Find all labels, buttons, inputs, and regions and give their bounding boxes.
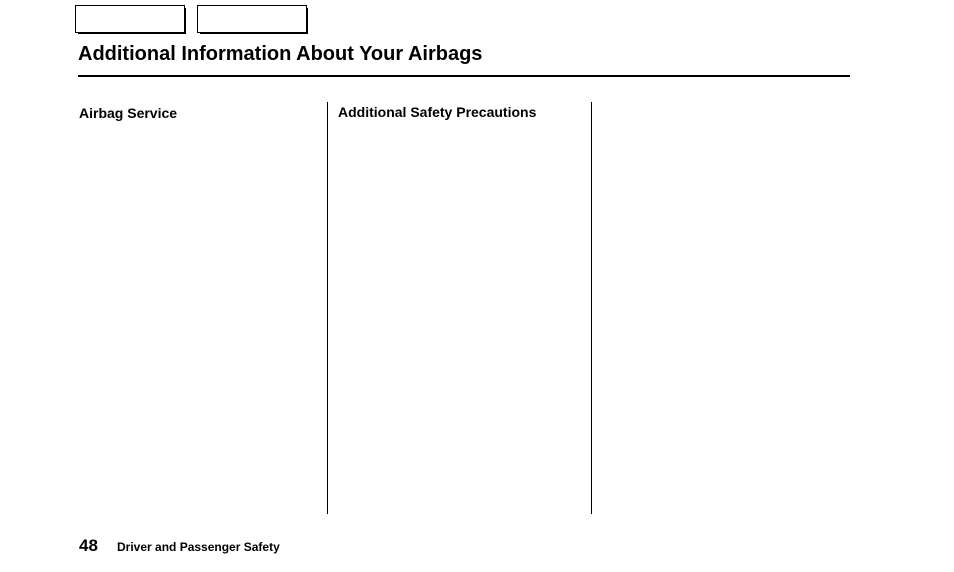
previous-page-button[interactable]	[75, 5, 185, 33]
airbag-service-heading: Airbag Service	[79, 105, 178, 121]
column-divider-right	[591, 102, 592, 514]
page-number: 48	[79, 536, 98, 555]
next-page-button[interactable]	[197, 5, 307, 33]
column-divider-left	[327, 102, 328, 514]
page-title: Additional Information About Your Airbags	[78, 43, 483, 65]
safety-precautions-heading: Additional Safety Precautions	[338, 104, 537, 120]
title-rule	[78, 75, 850, 77]
section-name: Driver and Passenger Safety	[117, 540, 280, 554]
